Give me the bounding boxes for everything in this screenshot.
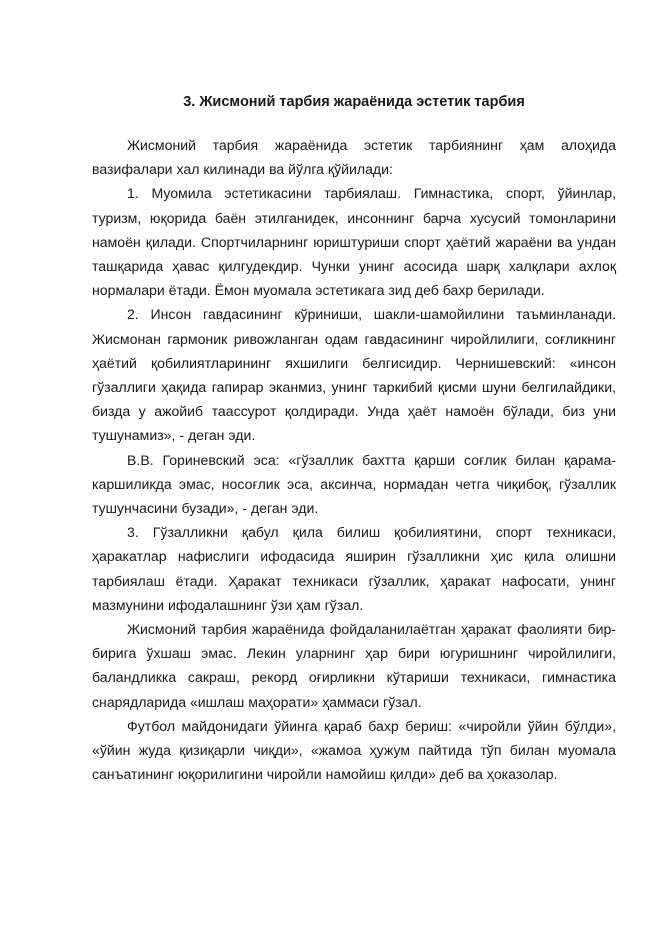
- paragraph-gorinevsky-quote: В.В. Гориневский эса: «гўзаллик бахтта қарши соғлик билан қарама-каршиликда эмас, носоғлик эса, аксинча, нормадан четга чиқибоқ, гўзаллик тушунчасини бузади», - деган эди.: [92, 451, 616, 517]
- document-page: [92, 92, 616, 786]
- paragraph-point-3: 3. Гўзалликни қабул қила билиш қобилиятини, спорт техникаси, ҳаракатлар нафислиги ифодасида яширин гўзалликни ҳис қила олишни тарбиялаш ётади. Ҳаракат техникаси гўзаллик, ҳаракат нафосати, унинг мазмунини ифодалашнинг ўзи ҳам гўзал.: [92, 524, 616, 613]
- section-title: 3. Жисмоний тарбия жараёнида эстетик тарбия: [183, 94, 525, 110]
- paragraph-football: Футбол майдонидаги ўйинга қараб бахр бериш: «чиройли ўйин бўлди», «ўйин жуда қизиқарли чиқди», «жамоа ҳужум пайтида тўп билан муомала санъатининг юқорилигини чиройли намойиш қилди» деб ва ҳоказолар.: [92, 717, 616, 783]
- paragraph-movement-activity: Жисмоний тарбия жараёнида фойдаланилаётган ҳаракат фаолияти бир-бирига ўхшаш эмас. Лекин уларнинг ҳар бири югуришнинг чиройлилиги, баландликка сакраш, рекорд оғирликни кўтариши техникаси, гимнастика снарядларида «ишлаш маҳорати» ҳаммаси гўзал.: [92, 621, 616, 710]
- paragraph-intro: Жисмоний тарбия жараёнида эстетик тарбиянинг ҳам алоҳида вазифалари хал килинади ва йўлга қўйилади:: [92, 137, 616, 178]
- paragraph-point-1: 1. Муомила эстетикасини тарбиялаш. Гимнастика, спорт, ўйинлар, туризм, юқорида баён этилганидек, инсоннинг барча хусусий томонларини намоён қилади. Спортчиларнинг юриштуриши спорт ҳаётий жараёни ва ундан ташқарида ҳавас қилгудекдир. Чунки унинг асосида шарқ халқлари ахлоқ нормалари ётади. Ёмон муомала эстетикага зид деб бахр берилади.: [92, 185, 616, 299]
- paragraph-point-2: 2. Инсон гавдасининг кўриниши, шакли-шамойилини таъминланади. Жисмонан гармоник ривожланган одам гавдасининг чиройлилиги, соғликнинг ҳаётий қобилиятларининг яхшилиги белгисидир. Чернишевский: «инсон гўзаллиги ҳақида гапирар эканмиз, унинг таркибий қисми шуни белгилайдики, бизда у ажойиб таассурот қолдиради. Унда ҳаёт намоён бўлади, биз уни тушунамиз», - деган эди.: [92, 306, 616, 444]
